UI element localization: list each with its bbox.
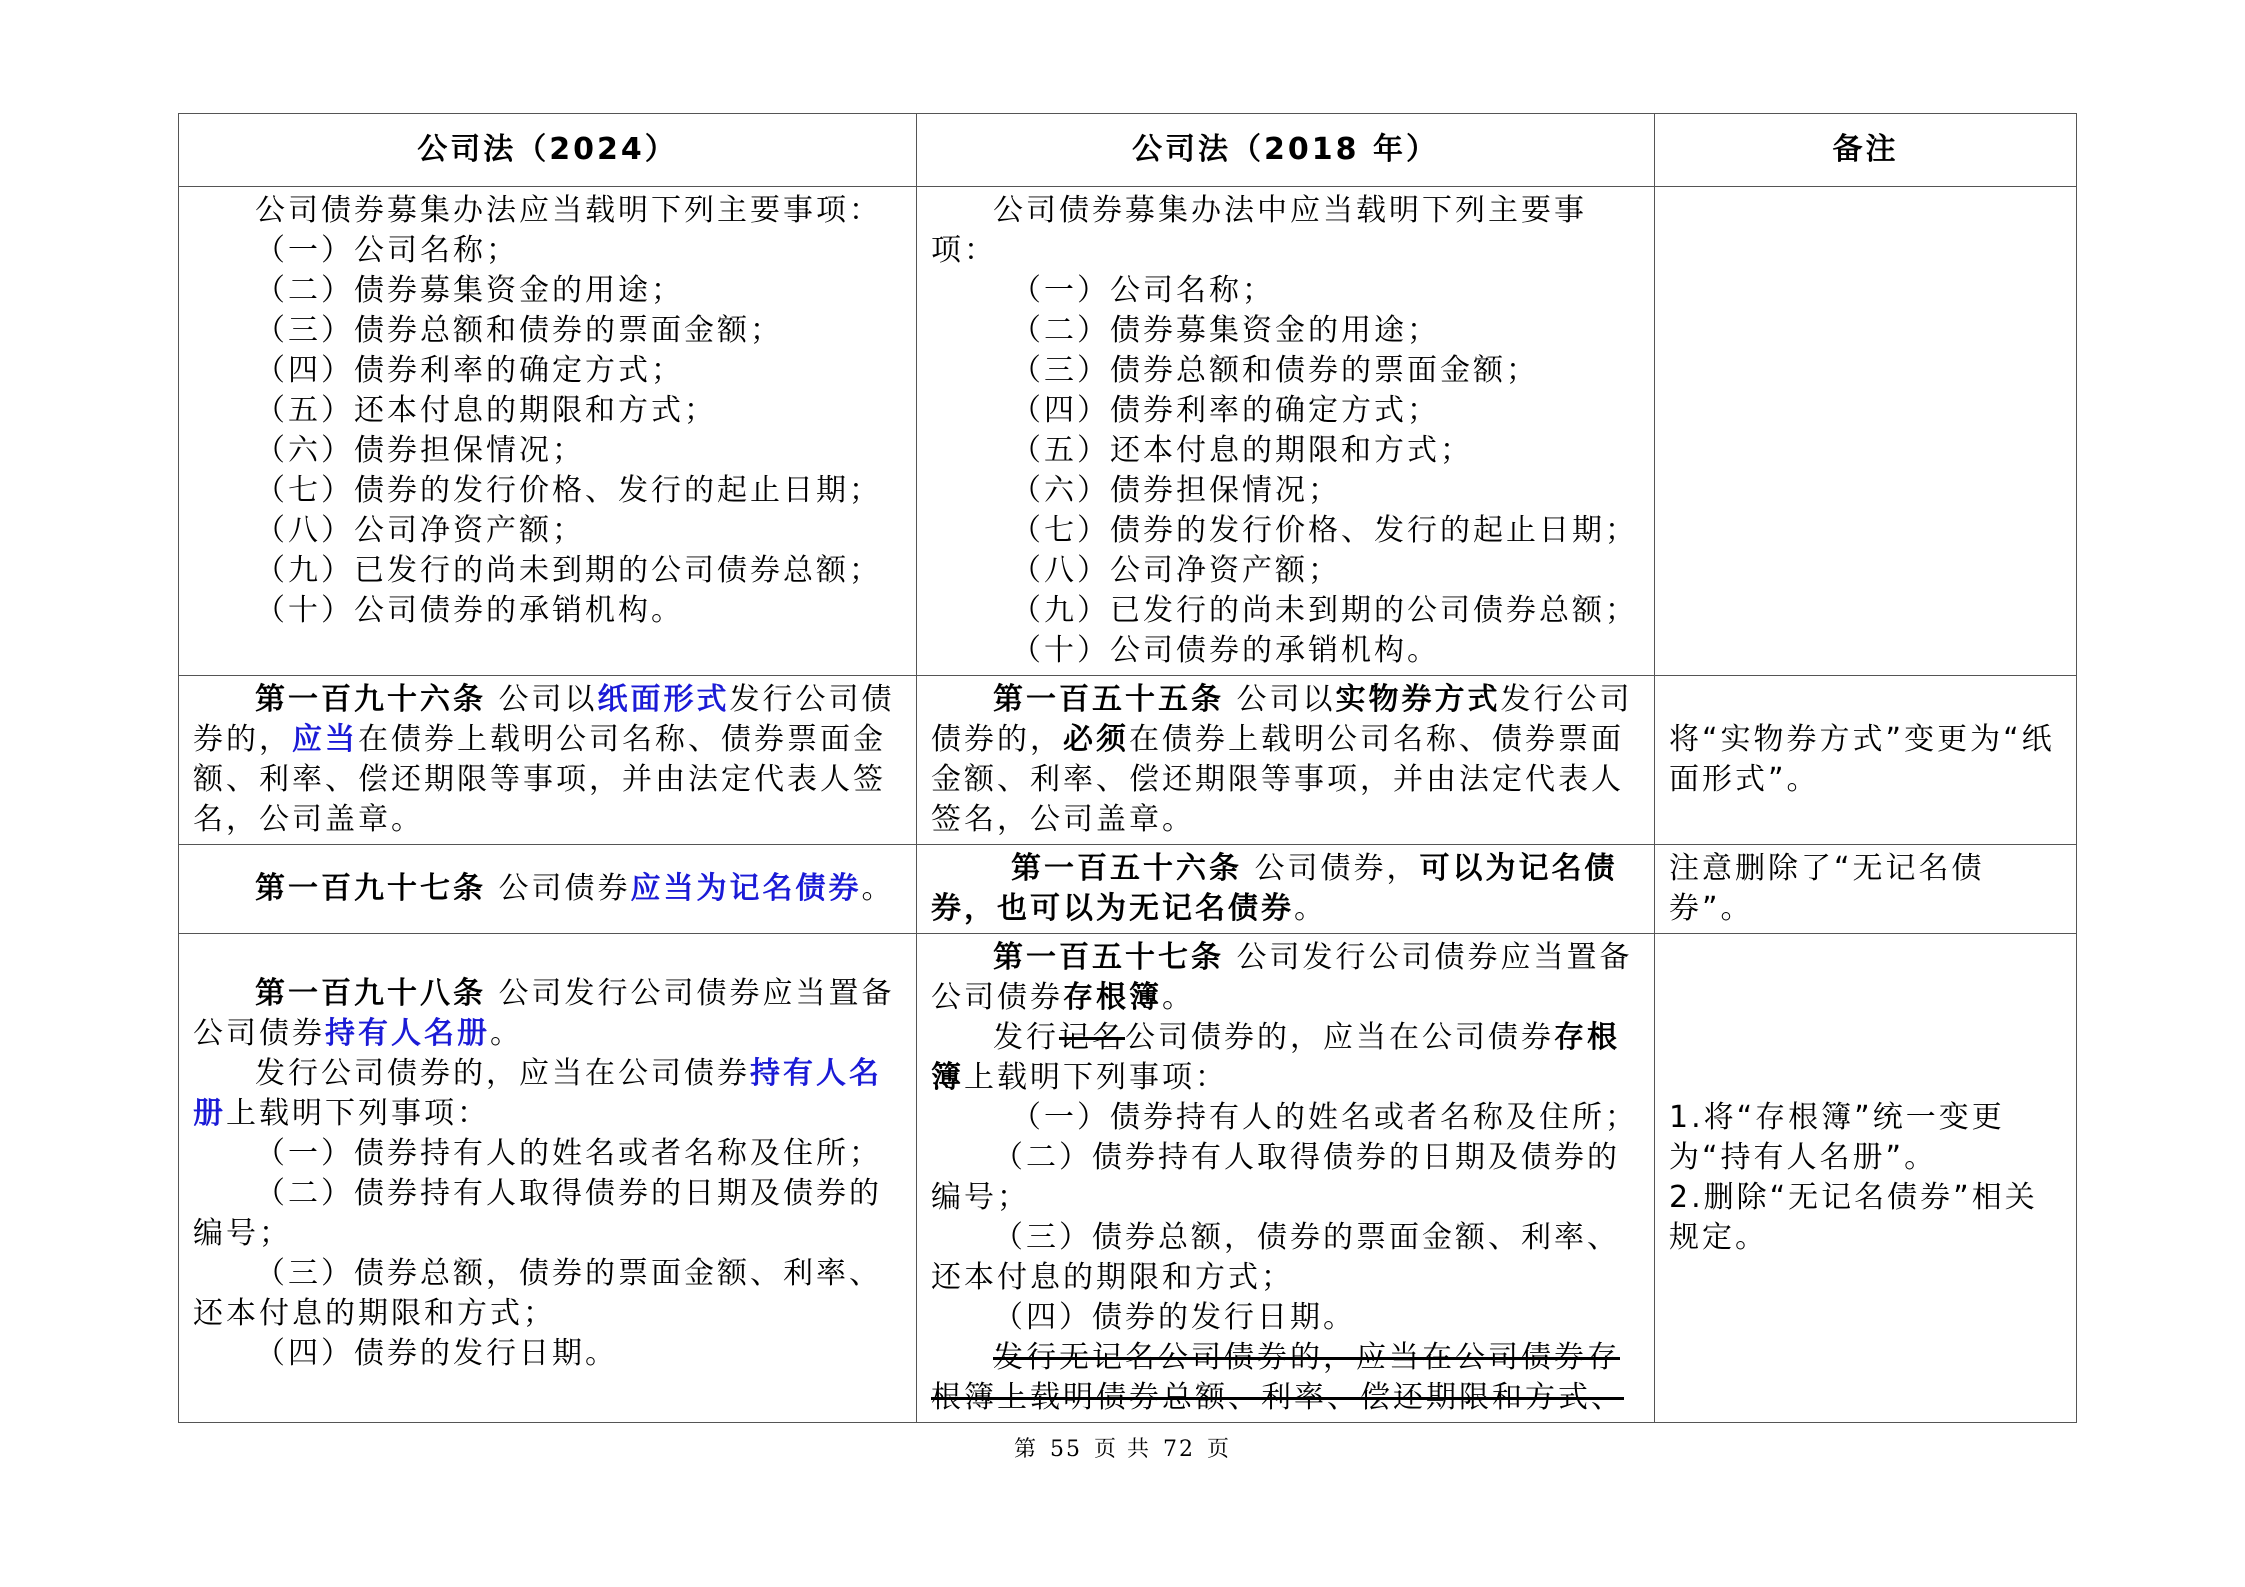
list-item: （六）债券担保情况； [255, 433, 585, 468]
page-number: 55 [1050, 1437, 1082, 1462]
cell-notes: 注意删除了“无记名债券”。 [1655, 845, 2077, 934]
cell-2024 [179, 845, 917, 934]
list-item: （七）债券的发行价格、发行的起止日期； [255, 473, 882, 508]
list-item: （十）公司债券的承销机构。 [1011, 633, 1440, 668]
list-item: （十）公司债券的承销机构。 [255, 593, 684, 628]
list-item: （一）债券持有人的姓名或者名称及住所； [1011, 1100, 1638, 1135]
list-item: （八）公司净资产额； [1011, 553, 1341, 588]
list-item: （一）债券持有人的姓名或者名称及住所； [255, 1136, 882, 1171]
list-item: （九）已发行的尚未到期的公司债券总额； [255, 553, 882, 588]
deleted-text: 记名 [1059, 1020, 1125, 1055]
list-item: （五）还本付息的期限和方式； [1011, 433, 1473, 468]
list-item: （三）债券总额和债券的票面金额； [1011, 353, 1539, 388]
highlight: 应当 [292, 722, 358, 757]
table-row [179, 845, 2077, 934]
article-197: 第一百九十七条 公司债券应当为记名债券。 [255, 871, 895, 906]
table-row [179, 187, 2077, 676]
article-156: 第一百五十六条 公司债券，可以为记名债券，也可以为无记名债券。 [931, 851, 1618, 926]
deleted-text: 发行无记名公司债券的，应当在公司债券存根簿上载明债券总额、利率、偿还期限和方式、 [931, 1340, 1624, 1415]
list-item: （四）债券的发行日期。 [255, 1336, 618, 1371]
article-number: 第一百九十六条 [255, 682, 486, 717]
cell-notes: 将“实物券方式”变更为“纸面形式”。 [1655, 676, 2077, 845]
header-row [179, 114, 2077, 187]
clause-intro: 公司债券募集办法中应当载明下列主要事项： [931, 193, 1587, 268]
article-number: 第一百五十六条 [1011, 851, 1242, 886]
list-item: （三）债券总额和债券的票面金额； [255, 313, 783, 348]
cell-2018 [917, 934, 1655, 1423]
list-item: （二）债券募集资金的用途； [1011, 313, 1440, 348]
list-item: （三）债券总额，债券的票面金额、利率、还本付息的期限和方式； [193, 1256, 882, 1331]
cell-2018 [917, 845, 1655, 934]
highlight: 应当为记名债券 [630, 871, 862, 906]
clause-intro: 公司债券募集办法应当载明下列主要事项： [255, 193, 882, 228]
page-footer: 第 55 页 共 72 页 [1013, 1437, 1232, 1462]
list-item: （四）债券利率的确定方式； [1011, 393, 1440, 428]
cell-2024 [179, 676, 917, 845]
cell-2024 [179, 934, 917, 1423]
page-total: 72 [1163, 1437, 1195, 1462]
list-item: （七）债券的发行价格、发行的起止日期； [1011, 513, 1638, 548]
article-157: 第一百五十七条 公司发行公司债券应当置备公司债券存根簿。 [931, 940, 1633, 1015]
article-number: 第一百九十七条 [255, 871, 486, 906]
article-198: 第一百九十八条 公司发行公司债券应当置备公司债券持有人名册。 [193, 976, 895, 1051]
note-item: 1.将“存根簿”统一变更为“持有人名册”。 [1669, 1100, 2005, 1175]
header-2018: 公司法（2018 年） [917, 114, 1655, 187]
list-item: （二）债券募集资金的用途； [255, 273, 684, 308]
list-item: （八）公司净资产额； [255, 513, 585, 548]
paragraph: 发行公司债券的，应当在公司债券持有人名册上载明下列事项： [193, 1056, 882, 1131]
list-item: （六）债券担保情况； [1011, 473, 1341, 508]
list-item: （三）债券总额，债券的票面金额、利率、还本付息的期限和方式； [931, 1220, 1620, 1295]
article-number: 第一百五十七条 [993, 940, 1224, 975]
header-notes: 备注 [1655, 114, 2077, 187]
cell-2018 [917, 187, 1655, 676]
comparison-table [178, 113, 2077, 1423]
list-item: （九）已发行的尚未到期的公司债券总额； [1011, 593, 1638, 628]
list-item: （五）还本付息的期限和方式； [255, 393, 717, 428]
note-item: 2.删除“无记名债券”相关规定。 [1669, 1180, 2038, 1255]
list-item: （四）债券的发行日期。 [993, 1300, 1356, 1335]
list-item: （二）债券持有人取得债券的日期及债券的编号； [931, 1140, 1620, 1215]
list-item: （四）债券利率的确定方式； [255, 353, 684, 388]
cell-2024 [179, 187, 917, 676]
list-item: （一）公司名称； [1011, 273, 1275, 308]
article-196: 第一百九十六条 公司以纸面形式发行公司债券的，应当在债券上载明公司名称、债券票面金额、利率、偿还期限等事项，并由法定代表人签名，公司盖章。 [193, 682, 895, 837]
list-item: （一）公司名称； [255, 233, 519, 268]
article-155: 第一百五十五条 公司以实物券方式发行公司债券的，必须在债券上载明公司名称、债券票面金额、利率、偿还期限等事项，并由法定代表人签名，公司盖章。 [931, 682, 1633, 837]
header-2024: 公司法（2024） [179, 114, 917, 187]
highlight: 持有人名册 [325, 1016, 490, 1051]
article-number: 第一百五十五条 [993, 682, 1224, 717]
cell-notes [1655, 934, 2077, 1423]
table-row [179, 934, 2077, 1423]
highlight: 纸面形式 [597, 682, 730, 717]
cell-2018 [917, 676, 1655, 845]
list-item: （二）债券持有人取得债券的日期及债券的编号； [193, 1176, 882, 1251]
table-row [179, 676, 2077, 845]
highlight: 持有人名册 [193, 1056, 882, 1131]
paragraph: 发行记名公司债券的，应当在公司债券存根簿上载明下列事项： [931, 1020, 1620, 1095]
cell-notes [1655, 187, 2077, 676]
article-number: 第一百九十八条 [255, 976, 486, 1011]
